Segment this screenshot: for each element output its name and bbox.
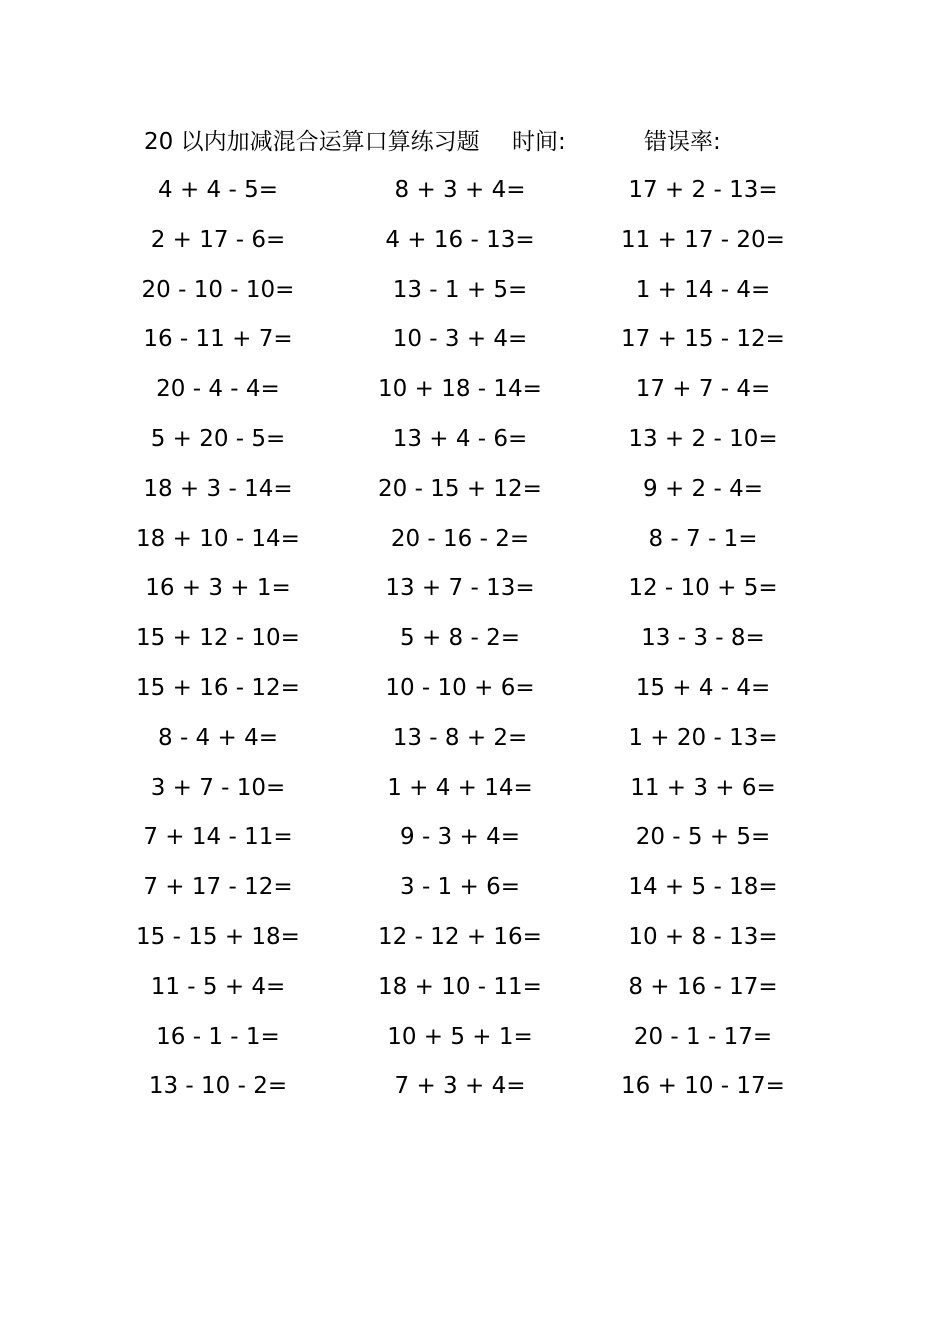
- problem-item: 13 + 2 - 10=: [628, 425, 778, 452]
- problem-row: [0, 216, 950, 266]
- problem-item: 9 - 3 + 4=: [400, 824, 520, 851]
- problem-item: 20 - 15 + 12=: [378, 475, 542, 502]
- problem-row: [0, 863, 950, 913]
- problem-item: 20 - 1 - 17=: [633, 1023, 773, 1050]
- problem-item: 17 + 7 - 4=: [635, 376, 771, 403]
- problem-row: [0, 315, 950, 365]
- problem-item: 20 - 10 - 10=: [141, 276, 295, 303]
- problem-item: 17 + 2 - 13=: [628, 177, 778, 203]
- problem-item: 7 + 3 + 4=: [394, 1073, 526, 1100]
- problem-item: 11 + 3 + 6=: [630, 774, 776, 801]
- problem-item: 1 + 4 + 14=: [387, 774, 533, 801]
- problem-item: 5 + 8 - 2=: [400, 625, 520, 652]
- problem-row: [0, 415, 950, 465]
- problem-item: 18 + 3 - 14=: [143, 475, 293, 502]
- problem-row: [0, 266, 950, 316]
- problem-item: 11 - 5 + 4=: [150, 973, 286, 1000]
- problem-item: 4 + 4 - 5=: [158, 177, 278, 203]
- problem-item: 13 - 1 + 5=: [392, 276, 528, 303]
- problem-item: 14 + 5 - 18=: [628, 874, 778, 901]
- problem-item: 12 - 10 + 5=: [628, 575, 778, 602]
- problem-item: 8 + 3 + 4=: [394, 177, 526, 203]
- problem-item: 7 + 17 - 12=: [143, 874, 293, 901]
- problem-item: 10 + 5 + 1=: [387, 1023, 533, 1050]
- problem-row: [0, 614, 950, 664]
- problem-item: 13 + 4 - 6=: [392, 425, 528, 452]
- problem-item: 20 - 5 + 5=: [635, 824, 771, 851]
- problem-item: 10 + 8 - 13=: [628, 923, 778, 950]
- problem-row: [0, 365, 950, 415]
- problem-item: 18 + 10 - 11=: [378, 973, 542, 1000]
- problem-item: 8 - 7 - 1=: [648, 525, 758, 552]
- problem-row: [0, 166, 950, 216]
- problem-item: 15 - 15 + 18=: [136, 923, 300, 950]
- problem-grid: [0, 166, 950, 1112]
- problem-item: 20 - 4 - 4=: [156, 376, 280, 403]
- problem-row: [0, 714, 950, 764]
- problem-item: 15 + 12 - 10=: [136, 625, 300, 652]
- problem-item: 2 + 17 - 6=: [150, 226, 286, 253]
- problem-item: 3 - 1 + 6=: [400, 874, 520, 901]
- problem-item: 15 + 4 - 4=: [635, 674, 771, 701]
- problem-item: 20 - 16 - 2=: [390, 525, 530, 552]
- problem-item: 13 - 3 - 8=: [641, 625, 765, 652]
- problem-row: [0, 1013, 950, 1063]
- time-label: 时间:: [512, 129, 566, 155]
- problem-row: [0, 1062, 950, 1112]
- problem-item: 8 + 16 - 17=: [628, 973, 778, 1000]
- problem-item: 7 + 14 - 11=: [143, 824, 293, 851]
- problem-item: 16 + 3 + 1=: [145, 575, 291, 602]
- worksheet-header: [144, 124, 844, 160]
- problem-item: 13 - 8 + 2=: [392, 724, 528, 751]
- problem-item: 13 - 10 - 2=: [148, 1073, 288, 1100]
- problem-item: 3 + 7 - 10=: [150, 774, 286, 801]
- problem-item: 10 + 18 - 14=: [378, 376, 542, 403]
- problem-item: 1 + 20 - 13=: [628, 724, 778, 751]
- problem-row: [0, 515, 950, 565]
- problem-item: 11 + 17 - 20=: [621, 226, 785, 253]
- problem-item: 8 - 4 + 4=: [158, 724, 278, 751]
- error-rate-label: 错误率:: [644, 129, 721, 155]
- problem-row: [0, 664, 950, 714]
- problem-item: 13 + 7 - 13=: [385, 575, 535, 602]
- problem-item: 10 - 3 + 4=: [392, 326, 528, 353]
- problem-item: 16 - 1 - 1=: [156, 1023, 280, 1050]
- problem-item: 12 - 12 + 16=: [378, 923, 542, 950]
- problem-row: [0, 813, 950, 863]
- problem-item: 16 + 10 - 17=: [621, 1073, 785, 1100]
- problem-item: 18 + 10 - 14=: [136, 525, 300, 552]
- problem-item: 16 - 11 + 7=: [143, 326, 293, 353]
- problem-row: [0, 564, 950, 614]
- problem-row: [0, 764, 950, 814]
- problem-item: 10 - 10 + 6=: [385, 674, 535, 701]
- problem-item: 15 + 16 - 12=: [136, 674, 300, 701]
- worksheet-title: 20 以内加减混合运算口算练习题: [144, 129, 480, 155]
- problem-row: [0, 913, 950, 963]
- problem-item: 1 + 14 - 4=: [635, 276, 771, 303]
- problem-item: 4 + 16 - 13=: [385, 226, 535, 253]
- problem-row: [0, 963, 950, 1013]
- problem-item: 9 + 2 - 4=: [643, 475, 763, 502]
- problem-item: 17 + 15 - 12=: [621, 326, 785, 353]
- problem-item: 5 + 20 - 5=: [150, 425, 286, 452]
- problem-row: [0, 465, 950, 515]
